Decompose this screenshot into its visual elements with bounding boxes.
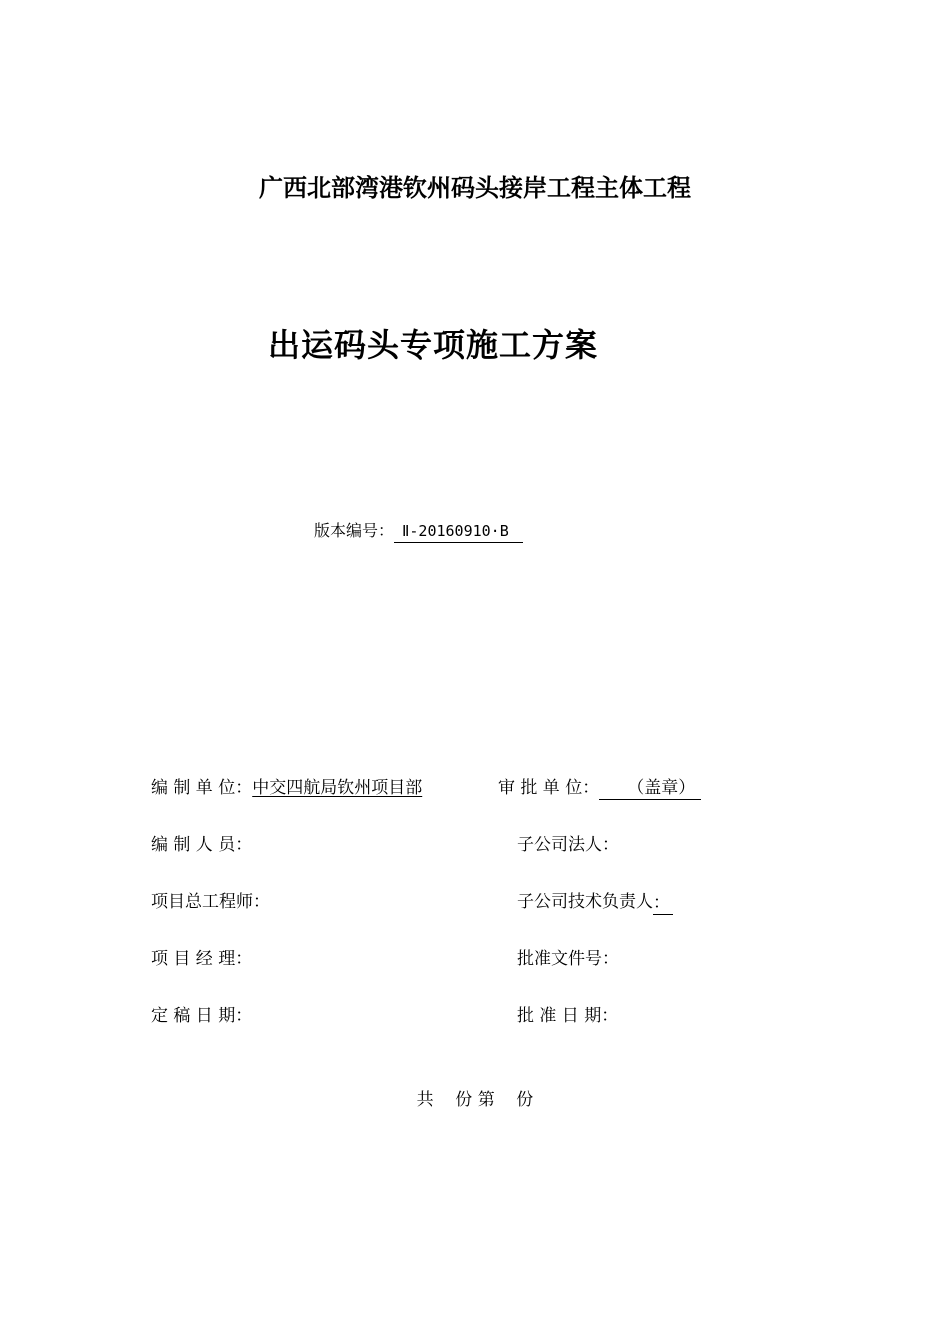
approval-unit-row xyxy=(498,775,701,801)
approval-unit-label: 审 批 单 位： xyxy=(498,778,600,798)
chief-engineer-label: 项目总工程师： xyxy=(151,892,270,912)
project-manager-label: 项 目 经 理： xyxy=(151,949,253,969)
copies-line: 共 份 第 份 xyxy=(416,1090,534,1110)
document-title: 出运码头专项施工方案 xyxy=(268,326,599,364)
approval-unit-value: （盖章） xyxy=(599,777,701,800)
tech-lead-label: 子公司技术负责人 xyxy=(517,892,653,912)
project-title: 广西北部湾港钦州码头接岸工程主体工程 xyxy=(259,174,691,202)
compiler-label: 编 制 人 员： xyxy=(151,835,253,855)
approval-date-label: 批 准 日 期： xyxy=(517,1006,619,1026)
compile-unit-label: 编 制 单 位： xyxy=(151,778,253,798)
tech-lead-row xyxy=(517,889,673,915)
legal-person-label: 子公司法人： xyxy=(517,835,619,855)
version-label: 版本编号： xyxy=(314,521,395,540)
finalize-date-label: 定 稿 日 期： xyxy=(151,1006,253,1026)
compile-unit-row xyxy=(151,775,422,801)
version-row xyxy=(314,518,523,544)
tech-lead-blank: ： xyxy=(653,892,673,915)
approval-doc-no-label: 批准文件号： xyxy=(517,949,619,969)
compile-unit-value: 中交四航局钦州项目部 xyxy=(252,778,423,798)
version-value: Ⅱ-20160910·B xyxy=(394,520,523,543)
